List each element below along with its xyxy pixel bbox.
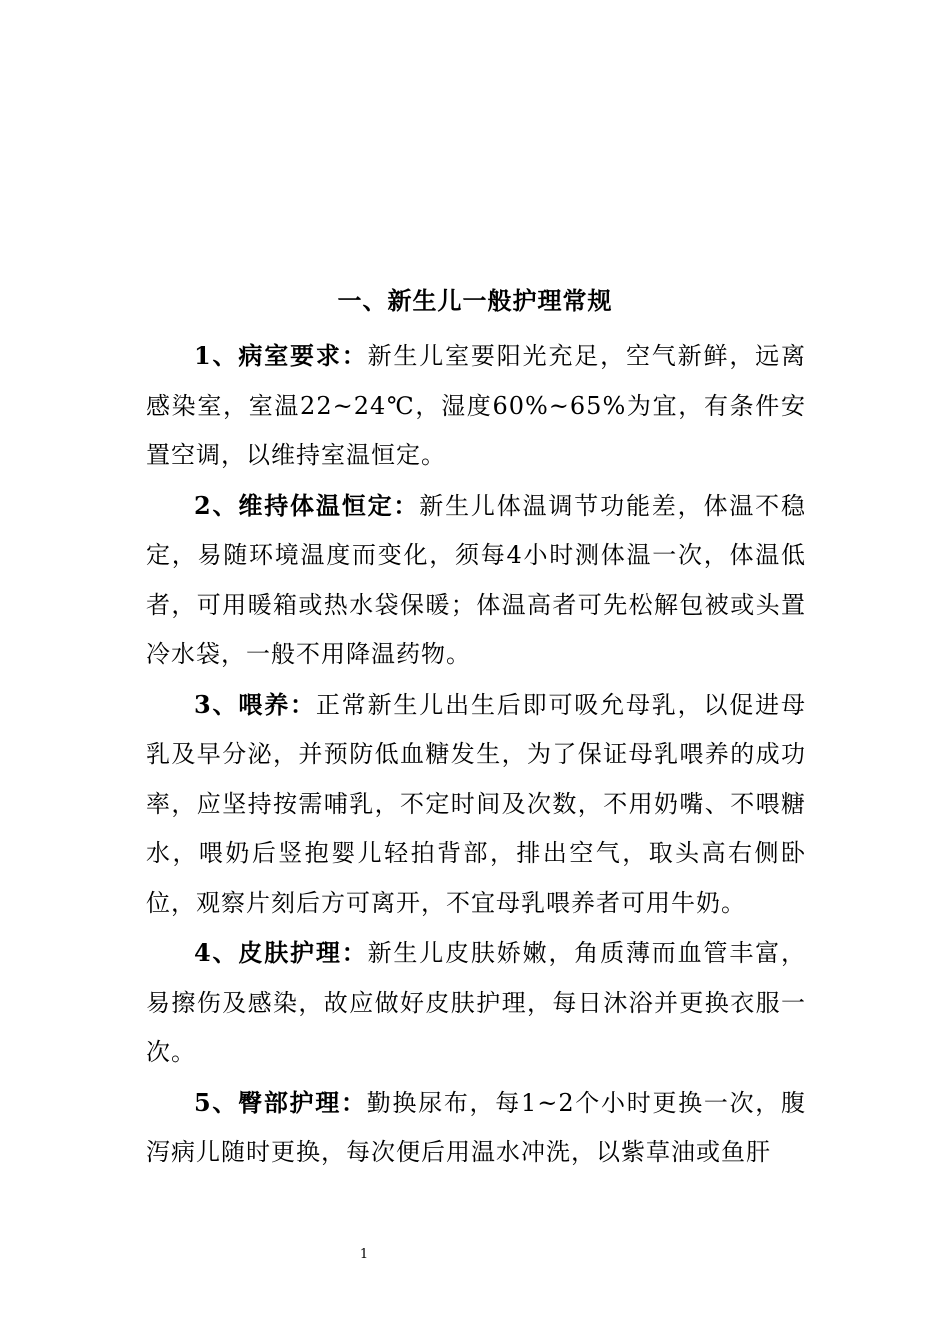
paragraph-text: 新生儿室要阳光充足，空气新鲜，远离感染室，室温22~24℃，湿度60%~65%为宜，有条件安置空调，以维持室温恒定。 [146,342,807,469]
paragraph-heading: 2、维持体温恒定： [194,490,420,520]
page-number: 1 [359,1247,369,1262]
paragraph-text: 正常新生儿出生后即可吸允母乳，以促进母乳及早分泌，并预防低血糖发生，为了保证母乳喂养的成功率，应坚持按需哺乳，不定时间及次数，不用奶嘴、不喂糖水，喂奶后竖抱婴儿轻拍背部，排出空气，取头高右侧卧位，观察片刻后方可离开，不宜母乳喂养者可用牛奶。 [146,690,807,917]
paragraph-feeding [146,680,806,929]
paragraph-text: 新生儿体温调节功能差，体温不稳定，易随环境温度而变化，须每4小时测体温一次，体温低者，可用暖箱或热水袋保暖；体温高者可先松解包被或头置冷水袋，一般不用降温药物。 [146,491,806,668]
paragraph-room-requirements [146,331,806,481]
document-body [146,331,806,1178]
paragraph-heading: 3、喂养： [194,689,316,719]
paragraph-heading: 4、皮肤护理： [194,938,368,967]
paragraph-text: 勤换尿布，每1~2个小时更换一次，腹泻病儿随时更换，每次便后用温水冲洗，以紫草油或鱼肝 [146,1088,806,1166]
paragraph-heading: 5、臀部护理： [194,1087,367,1117]
document-title: 一、新生儿一般护理常规 [337,286,613,315]
paragraph-body-temperature [146,481,806,680]
paragraph-heading: 1、病室要求： [194,341,368,370]
paragraph-buttock-care [146,1078,806,1178]
paragraph-text: 新生儿皮肤娇嫩，角质薄而血管丰富，易擦伤及感染，故应做好皮肤护理，每日沐浴并更换衣服一次。 [146,939,807,1066]
paragraph-skin-care [146,928,806,1078]
